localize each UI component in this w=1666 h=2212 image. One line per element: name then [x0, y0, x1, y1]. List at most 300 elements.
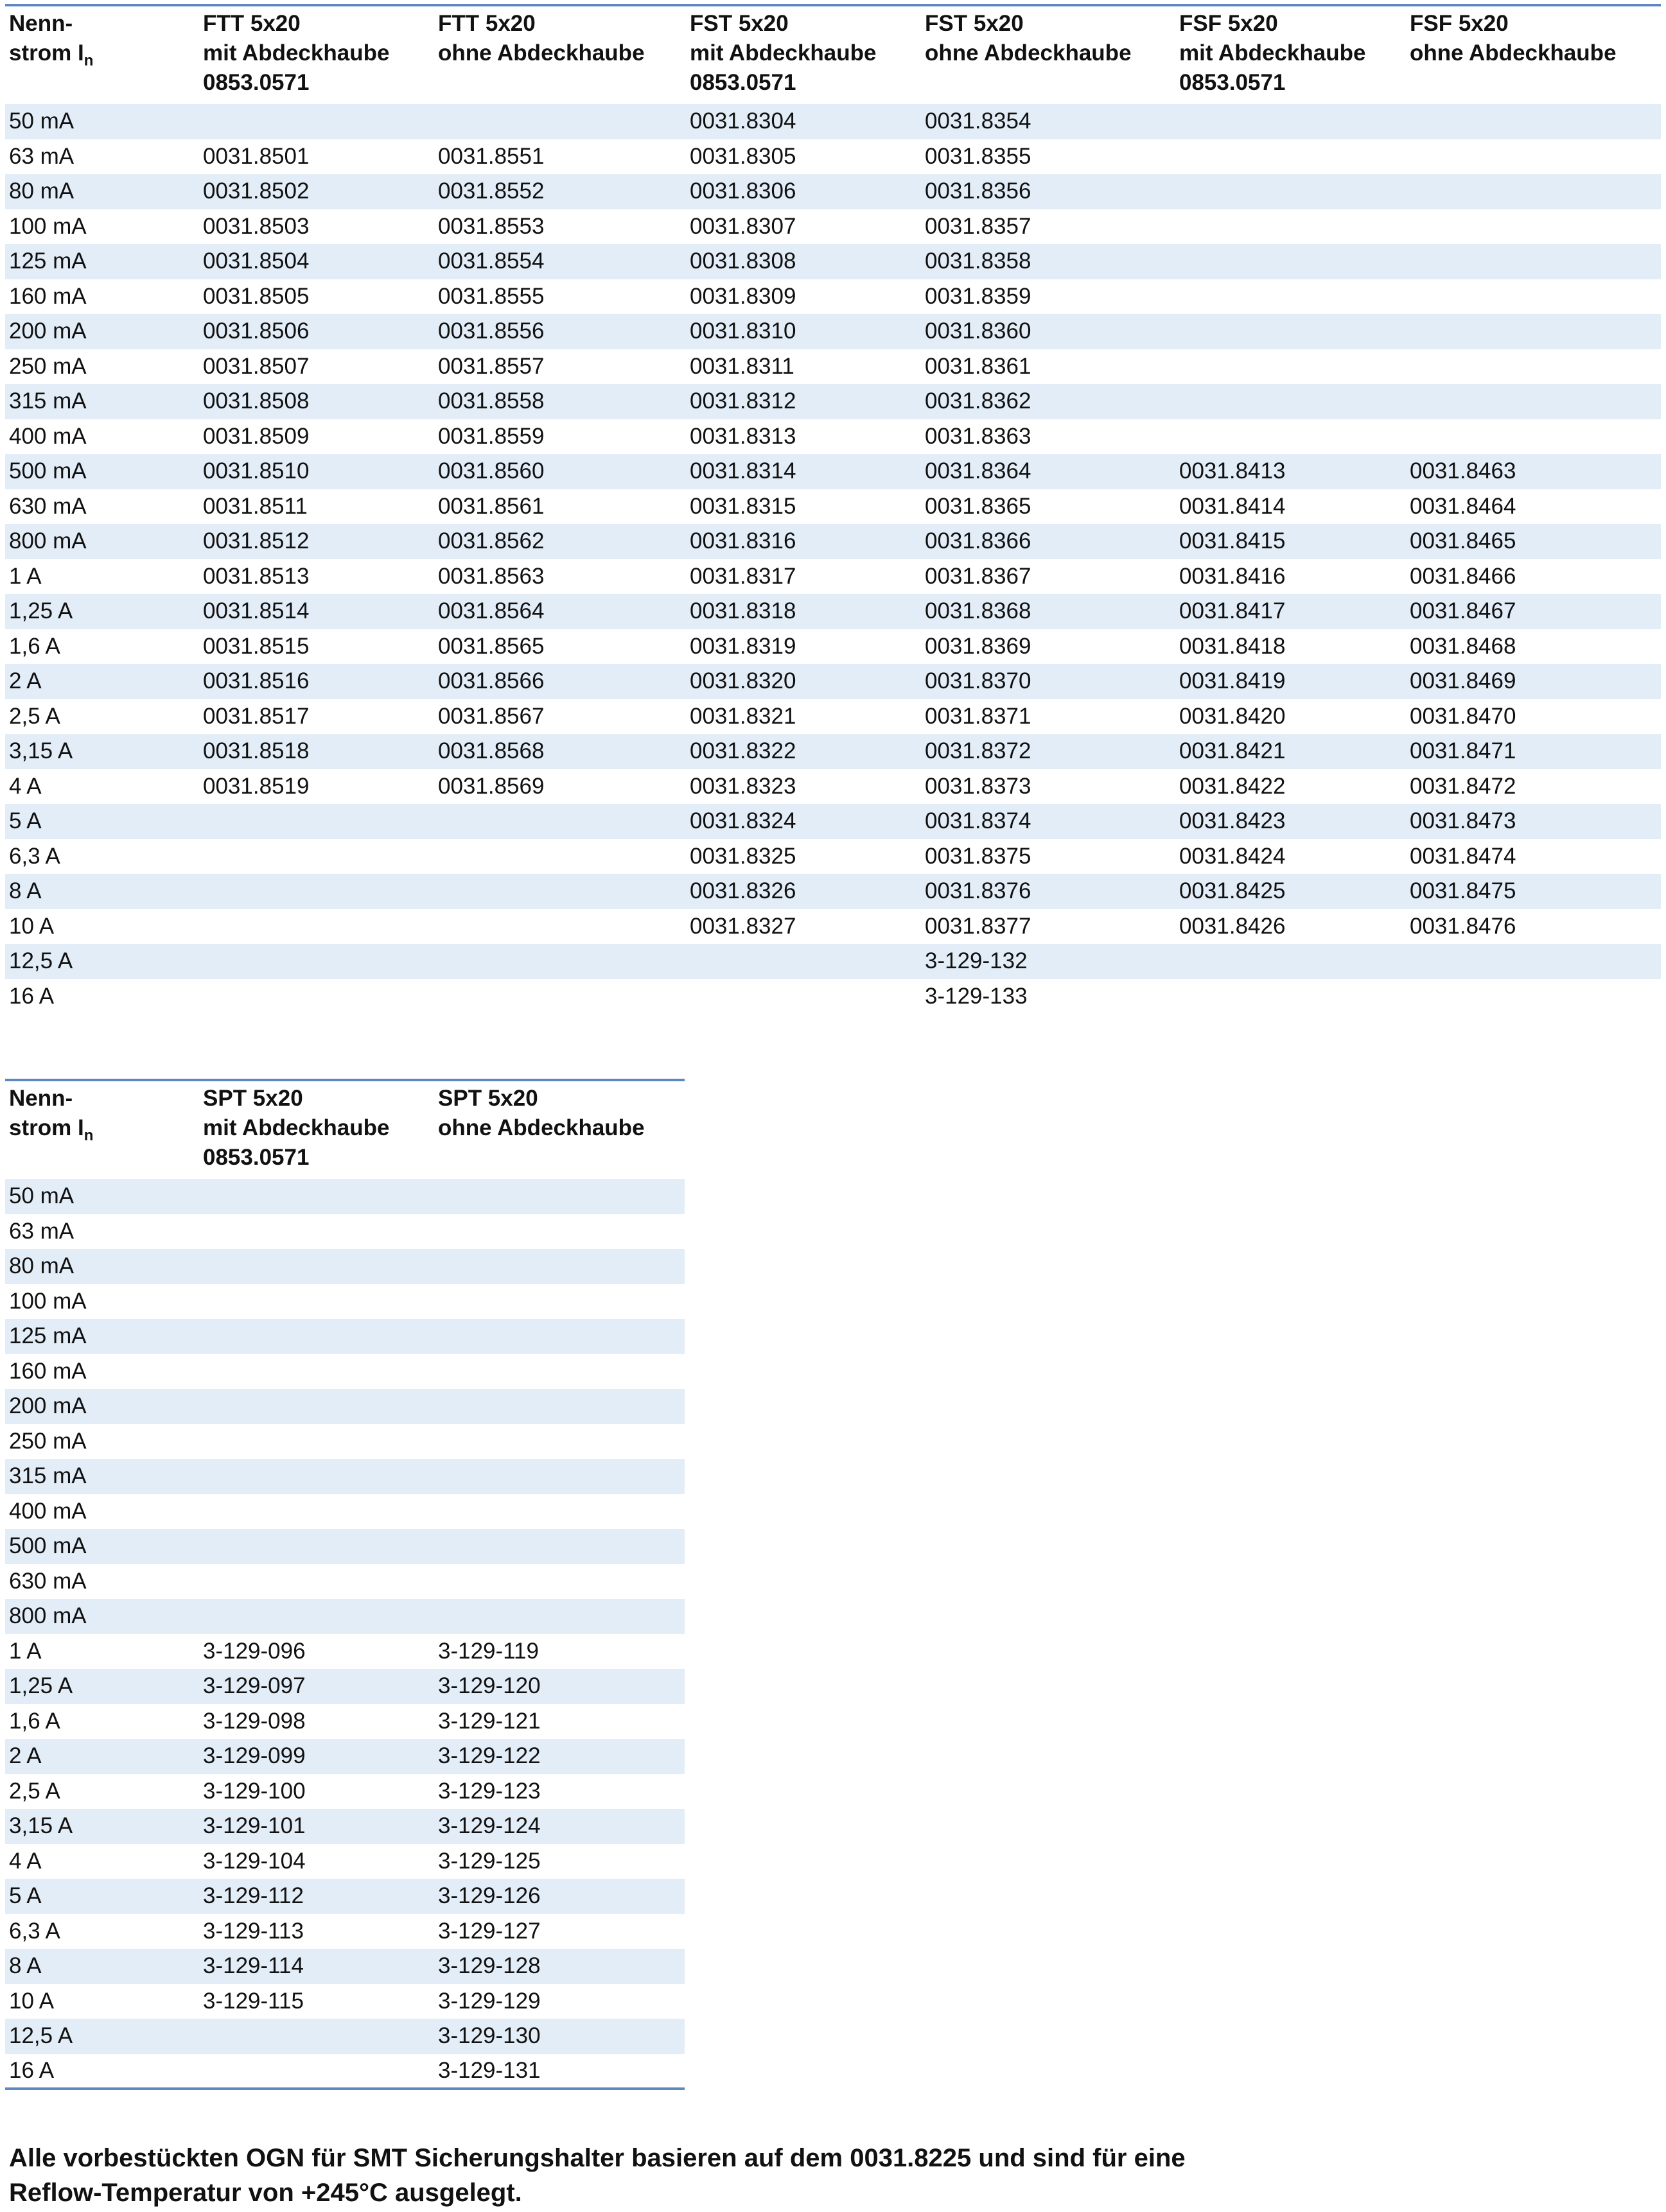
- part-number-cell: [434, 979, 686, 1015]
- rated-current-cell: 5 A: [5, 1879, 199, 1914]
- part-number-cell: [199, 874, 434, 909]
- part-number-cell: 0031.8371: [925, 703, 1031, 729]
- part-number-cell: [1406, 279, 1661, 315]
- part-number-cell: 0031.8357: [925, 213, 1031, 239]
- rated-current-cell: 800 mA: [5, 1599, 199, 1634]
- part-number-cell: 3-129-112: [199, 1879, 434, 1914]
- part-number-cell: 0031.8565: [438, 633, 545, 659]
- part-number-cell: 3-129-101: [199, 1809, 434, 1844]
- part-number-cell: 3-129-125: [438, 1848, 541, 1874]
- part-number-cell: 3-129-099: [199, 1739, 434, 1774]
- part-number-cell: 0031.8424: [1179, 843, 1286, 869]
- part-number-cell: 0031.8426: [1179, 913, 1286, 939]
- part-number-cell: 0031.8515: [203, 633, 310, 659]
- header-line: Nenn-: [9, 1086, 73, 1111]
- part-number-cell: 0031.8463: [1406, 454, 1661, 489]
- fuse-holder-table-spt: [5, 1079, 685, 2090]
- table-row: [5, 1249, 685, 1284]
- table-row: [5, 944, 1661, 979]
- table-row: [5, 419, 1661, 455]
- rated-current-cell: 3,15 A: [5, 1809, 199, 1844]
- rated-current-cell: 10 A: [9, 1988, 55, 2014]
- part-number-cell: [1175, 139, 1406, 175]
- part-number-cell: 3-129-098: [203, 1708, 306, 1734]
- part-number-cell: 0031.8423: [1175, 804, 1406, 839]
- part-number-cell: 0031.8373: [925, 773, 1031, 799]
- part-number-cell: 3-129-122: [434, 1739, 685, 1774]
- part-number-cell: 0031.8517: [203, 703, 310, 729]
- part-number-cell: [199, 1354, 434, 1389]
- table-row: [5, 349, 1661, 385]
- part-number-cell: 0031.8422: [1179, 773, 1286, 799]
- part-number-cell: [199, 1494, 434, 1529]
- header-line: FSF 5x20: [1179, 11, 1278, 36]
- table-row: [5, 1214, 685, 1250]
- part-number-cell: 0031.8516: [199, 664, 434, 699]
- header-line: FST 5x20: [690, 11, 789, 36]
- rated-current-cell: 2 A: [5, 664, 199, 699]
- part-number-cell: [434, 804, 686, 839]
- part-number-cell: 0031.8326: [686, 874, 921, 909]
- table-header: [5, 1080, 685, 1179]
- rated-current-cell: 400 mA: [9, 423, 87, 449]
- part-number-cell: [434, 1284, 685, 1319]
- part-number-cell: [434, 1459, 685, 1494]
- header-text: strom I: [9, 40, 84, 65]
- table-row: [5, 489, 1661, 525]
- part-number-cell: 0031.8314: [686, 454, 921, 489]
- column-header: [199, 5, 434, 104]
- rated-current-cell: 630 mA: [9, 1568, 87, 1594]
- table-row: [5, 769, 1661, 805]
- part-number-cell: [1406, 314, 1661, 349]
- table-row: [5, 174, 1661, 209]
- part-number-cell: [1406, 209, 1661, 245]
- header-line: ohne Abdeckhaube: [1410, 40, 1617, 65]
- part-number-cell: 3-129-132: [921, 944, 1175, 979]
- table-header: [5, 5, 1661, 104]
- table-row: [5, 1599, 685, 1634]
- table-row: [5, 524, 1661, 559]
- part-number-cell: [1175, 314, 1406, 349]
- part-number-cell: 3-129-096: [203, 1638, 306, 1664]
- part-number-cell: 0031.8319: [690, 633, 796, 659]
- table-row: [5, 559, 1661, 595]
- part-number-cell: [1406, 944, 1661, 979]
- part-number-cell: [1406, 349, 1661, 385]
- table-row: [5, 734, 1661, 769]
- header-line: mit Abdeckhaube: [203, 1115, 390, 1140]
- part-number-cell: 0031.8476: [1410, 913, 1516, 939]
- part-number-cell: 0031.8358: [921, 244, 1175, 279]
- rated-current-cell: 1,6 A: [9, 1708, 60, 1734]
- part-number-cell: [1406, 979, 1661, 1015]
- header-line: FST 5x20: [925, 11, 1024, 36]
- part-number-cell: 0031.8365: [925, 493, 1031, 519]
- header-line: SPT 5x20: [438, 1086, 538, 1111]
- table-row: [5, 1319, 685, 1354]
- part-number-cell: 0031.8414: [1179, 493, 1286, 519]
- part-number-cell: 0031.8512: [199, 524, 434, 559]
- part-number-cell: 0031.8360: [921, 314, 1175, 349]
- header-nennstrom: [5, 1080, 199, 1179]
- part-number-cell: [199, 839, 434, 875]
- part-number-cell: 3-129-119: [438, 1638, 539, 1664]
- part-number-cell: 0031.8304: [686, 104, 921, 139]
- table-row: [5, 2019, 685, 2054]
- part-number-cell: 0031.8310: [686, 314, 921, 349]
- table-row: [5, 629, 1661, 665]
- table-row: [5, 209, 1661, 245]
- rated-current-cell: 160 mA: [9, 1358, 87, 1384]
- part-number-cell: 0031.8514: [199, 594, 434, 629]
- part-number-cell: 3-129-113: [203, 1918, 304, 1944]
- table-row: [5, 139, 1661, 175]
- part-number-cell: 0031.8418: [1179, 633, 1286, 659]
- part-number-cell: 0031.8466: [1410, 563, 1516, 589]
- part-number-cell: [1175, 174, 1406, 209]
- rated-current-cell: 16 A: [9, 2057, 55, 2083]
- table-row: [5, 804, 1661, 839]
- table-row: [5, 1179, 685, 1214]
- part-number-cell: 3-129-131: [438, 2057, 541, 2083]
- header-line: mit Abdeckhaube: [1179, 40, 1366, 65]
- header-row: [5, 5, 1661, 104]
- part-number-cell: 0031.8320: [686, 664, 921, 699]
- part-number-cell: [434, 1564, 685, 1599]
- part-number-cell: 0031.8467: [1406, 594, 1661, 629]
- part-number-cell: 0031.8556: [434, 314, 686, 349]
- part-number-cell: 3-129-126: [434, 1879, 685, 1914]
- table-row: [5, 1354, 685, 1389]
- rated-current-cell: 80 mA: [5, 174, 199, 209]
- part-number-cell: 0031.8470: [1410, 703, 1516, 729]
- header-line: mit Abdeckhaube: [690, 40, 877, 65]
- header-row: [5, 1080, 685, 1179]
- part-number-cell: [434, 909, 686, 945]
- part-number-cell: 0031.8355: [925, 143, 1031, 169]
- table-row: [5, 279, 1661, 315]
- part-number-cell: 0031.8509: [203, 423, 310, 449]
- part-number-cell: [1406, 104, 1661, 139]
- column-header: [686, 5, 921, 104]
- header-line: 0853.0571: [690, 70, 796, 95]
- table-row: [5, 1914, 685, 1949]
- table-row: [5, 699, 1661, 735]
- part-number-cell: [199, 1214, 434, 1250]
- rated-current-cell: 500 mA: [5, 454, 199, 489]
- part-number-cell: 0031.8308: [686, 244, 921, 279]
- header-line: ohne Abdeckhaube: [438, 1115, 645, 1140]
- part-number-cell: [1406, 419, 1661, 455]
- part-number-cell: [1406, 384, 1661, 419]
- part-number-cell: 0031.8566: [434, 664, 686, 699]
- part-number-cell: 0031.8553: [438, 213, 545, 239]
- part-number-cell: [1175, 244, 1406, 279]
- part-number-cell: [434, 874, 686, 909]
- part-number-cell: 3-129-124: [434, 1809, 685, 1844]
- table-row: [5, 1774, 685, 1809]
- table-row: [5, 594, 1661, 629]
- rated-current-cell: 12,5 A: [5, 2019, 199, 2054]
- part-number-cell: [1175, 384, 1406, 419]
- part-number-cell: 0031.8323: [690, 773, 796, 799]
- part-number-cell: 0031.8376: [921, 874, 1175, 909]
- table-row: [5, 664, 1661, 699]
- part-number-cell: 0031.8507: [203, 353, 310, 379]
- part-number-cell: [434, 1179, 685, 1214]
- rated-current-cell: 1,25 A: [5, 594, 199, 629]
- rated-current-cell: 125 mA: [5, 1319, 199, 1354]
- table-row: [5, 1879, 685, 1914]
- table-row: [5, 244, 1661, 279]
- part-number-cell: 0031.8473: [1406, 804, 1661, 839]
- rated-current-cell: 2,5 A: [9, 703, 60, 729]
- part-number-cell: 0031.8324: [686, 804, 921, 839]
- rated-current-cell: 100 mA: [9, 213, 87, 239]
- rated-current-cell: 80 mA: [5, 1249, 199, 1284]
- column-header: [1406, 5, 1661, 104]
- part-number-cell: 0031.8367: [925, 563, 1031, 589]
- part-number-cell: [434, 1354, 685, 1389]
- part-number-cell: 0031.8510: [199, 454, 434, 489]
- rated-current-cell: 1,6 A: [9, 633, 60, 659]
- part-number-cell: 3-129-104: [203, 1848, 306, 1874]
- part-number-cell: [434, 104, 686, 139]
- rated-current-cell: 800 mA: [5, 524, 199, 559]
- rated-current-cell: 10 A: [9, 913, 55, 939]
- header-line: ohne Abdeckhaube: [925, 40, 1132, 65]
- part-number-cell: 0031.8508: [199, 384, 434, 419]
- column-header: [434, 5, 686, 104]
- part-number-cell: 0031.8554: [434, 244, 686, 279]
- header-line: ohne Abdeckhaube: [438, 40, 645, 65]
- part-number-cell: 0031.8311: [690, 353, 794, 379]
- part-number-cell: [199, 979, 434, 1015]
- table-row: [5, 454, 1661, 489]
- table-row: [5, 1459, 685, 1494]
- part-number-cell: 0031.8363: [925, 423, 1031, 449]
- part-number-cell: [1175, 349, 1406, 385]
- rated-current-cell: 100 mA: [9, 1288, 87, 1314]
- part-number-cell: [434, 1529, 685, 1564]
- part-number-cell: 0031.8419: [1175, 664, 1406, 699]
- part-number-cell: [199, 1319, 434, 1354]
- part-number-cell: 0031.8327: [690, 913, 796, 939]
- rated-current-cell: 2,5 A: [9, 1778, 60, 1804]
- part-number-cell: 3-129-115: [203, 1988, 304, 2014]
- part-number-cell: 0031.8322: [686, 734, 921, 769]
- part-number-cell: [199, 2019, 434, 2054]
- rated-current-cell: 315 mA: [5, 1459, 199, 1494]
- table-body: [5, 1179, 685, 2089]
- part-number-cell: 3-129-097: [199, 1669, 434, 1704]
- part-number-cell: 3-129-114: [199, 1949, 434, 1984]
- rated-current-cell: 250 mA: [9, 353, 87, 379]
- rated-current-cell: 3,15 A: [5, 734, 199, 769]
- part-number-cell: [1406, 139, 1661, 175]
- part-number-cell: 0031.8374: [921, 804, 1175, 839]
- part-number-cell: 0031.8306: [686, 174, 921, 209]
- table-row: [5, 314, 1661, 349]
- table-row: [5, 1529, 685, 1564]
- table-row: [5, 1739, 685, 1774]
- table-row: [5, 1844, 685, 1879]
- part-number-cell: 0031.8559: [438, 423, 545, 449]
- rated-current-cell: 12,5 A: [5, 944, 199, 979]
- header-nennstrom: [5, 5, 199, 104]
- column-header: [434, 1080, 685, 1179]
- table-row: [5, 909, 1661, 945]
- part-number-cell: 0031.8421: [1175, 734, 1406, 769]
- part-number-cell: [199, 1564, 434, 1599]
- part-number-cell: 0031.8475: [1406, 874, 1661, 909]
- rated-current-cell: 1,25 A: [5, 1669, 199, 1704]
- table-row: [5, 1949, 685, 1984]
- header-line: 0853.0571: [203, 1145, 310, 1170]
- rated-current-cell: 500 mA: [5, 1529, 199, 1564]
- part-number-cell: [434, 1494, 685, 1529]
- part-number-cell: 0031.8561: [438, 493, 545, 519]
- part-number-cell: 0031.8377: [925, 913, 1031, 939]
- part-number-cell: [199, 1599, 434, 1634]
- part-number-cell: 0031.8366: [921, 524, 1175, 559]
- part-number-cell: 3-129-123: [438, 1778, 541, 1804]
- part-number-cell: [434, 1599, 685, 1634]
- rated-current-cell: 4 A: [9, 773, 42, 799]
- header-subscript: n: [83, 52, 94, 69]
- rated-current-cell: 630 mA: [9, 493, 87, 519]
- part-number-cell: [434, 839, 686, 875]
- part-number-cell: 0031.8359: [925, 283, 1031, 309]
- rated-current-cell: 400 mA: [9, 1498, 87, 1524]
- header-line: [9, 1113, 199, 1151]
- footnote-line: Alle vorbestückten OGN für SMT Sicherungshalter basieren auf dem 0031.8225 und sind für eine: [9, 2144, 1186, 2172]
- table-row: [5, 1809, 685, 1844]
- header-line: FSF 5x20: [1410, 11, 1509, 36]
- part-number-cell: 0031.8307: [690, 213, 796, 239]
- part-number-cell: [1175, 104, 1406, 139]
- part-number-cell: 0031.8501: [203, 143, 310, 169]
- part-number-cell: [1406, 244, 1661, 279]
- rated-current-cell: 1 A: [9, 563, 42, 589]
- header-line: FTT 5x20: [438, 11, 536, 36]
- table-row: [5, 1634, 685, 1669]
- rated-current-cell: 250 mA: [9, 1428, 87, 1454]
- table-row: [5, 1494, 685, 1529]
- part-number-cell: 0031.8313: [690, 423, 796, 449]
- part-number-cell: [434, 1389, 685, 1424]
- part-number-cell: 0031.8471: [1406, 734, 1661, 769]
- part-number-cell: [199, 104, 434, 139]
- rated-current-cell: 6,3 A: [9, 843, 60, 869]
- part-number-cell: [199, 1529, 434, 1564]
- part-number-cell: [199, 1249, 434, 1284]
- rated-current-cell: 125 mA: [5, 244, 199, 279]
- part-number-cell: [434, 1319, 685, 1354]
- part-number-cell: [686, 944, 921, 979]
- rated-current-cell: 315 mA: [5, 384, 199, 419]
- rated-current-cell: 2 A: [5, 1739, 199, 1774]
- fuse-holder-table-main: [5, 4, 1661, 1014]
- part-number-cell: [1175, 944, 1406, 979]
- table-row: [5, 2054, 685, 2089]
- part-number-cell: 0031.8362: [921, 384, 1175, 419]
- part-number-cell: [199, 1179, 434, 1214]
- part-number-cell: 0031.8503: [203, 213, 310, 239]
- part-number-cell: [1175, 419, 1406, 455]
- part-number-cell: [199, 944, 434, 979]
- column-header: [1175, 5, 1406, 104]
- part-number-cell: 0031.8551: [438, 143, 545, 169]
- part-number-cell: 0031.8315: [690, 493, 796, 519]
- part-number-cell: 0031.8312: [686, 384, 921, 419]
- part-number-cell: 0031.8513: [203, 563, 310, 589]
- part-number-cell: [199, 909, 434, 945]
- part-number-cell: 0031.8425: [1175, 874, 1406, 909]
- part-number-cell: 3-129-128: [434, 1949, 685, 1984]
- part-number-cell: 0031.8506: [199, 314, 434, 349]
- header-line: [9, 39, 199, 76]
- part-number-cell: 0031.8354: [921, 104, 1175, 139]
- rated-current-cell: 6,3 A: [9, 1918, 60, 1944]
- header-line: mit Abdeckhaube: [203, 40, 390, 65]
- part-number-cell: 0031.8511: [203, 493, 308, 519]
- part-number-cell: 0031.8552: [434, 174, 686, 209]
- part-number-cell: [1406, 174, 1661, 209]
- part-number-cell: 3-129-133: [925, 983, 1028, 1009]
- footnote-line: Reflow-Temperatur von +245°C ausgelegt.: [9, 2179, 522, 2207]
- part-number-cell: 0031.8309: [690, 283, 796, 309]
- rated-current-cell: 5 A: [5, 804, 199, 839]
- table-row: [5, 1424, 685, 1459]
- part-number-cell: 0031.8372: [921, 734, 1175, 769]
- header-line: FTT 5x20: [203, 11, 301, 36]
- part-number-cell: 3-129-130: [434, 2019, 685, 2054]
- part-number-cell: 0031.8369: [925, 633, 1031, 659]
- header-line: 0853.0571: [1179, 70, 1286, 95]
- rated-current-cell: 4 A: [9, 1848, 42, 1874]
- rated-current-cell: 160 mA: [9, 283, 87, 309]
- rated-current-cell: 200 mA: [5, 314, 199, 349]
- part-number-cell: [199, 1459, 434, 1494]
- part-number-cell: [1175, 209, 1406, 245]
- part-number-cell: 0031.8564: [434, 594, 686, 629]
- part-number-cell: 0031.8316: [686, 524, 921, 559]
- rated-current-cell: 50 mA: [5, 104, 199, 139]
- part-number-cell: 0031.8505: [203, 283, 310, 309]
- table-row: [5, 1284, 685, 1319]
- part-number-cell: 0031.8502: [199, 174, 434, 209]
- part-number-cell: [434, 1424, 685, 1459]
- column-header: [921, 5, 1175, 104]
- part-number-cell: [1175, 979, 1406, 1015]
- part-number-cell: 3-129-121: [438, 1708, 541, 1734]
- part-number-cell: 0031.8305: [690, 143, 796, 169]
- part-number-cell: [434, 1249, 685, 1284]
- rated-current-cell: 63 mA: [9, 1218, 75, 1244]
- part-number-cell: 0031.8568: [434, 734, 686, 769]
- part-number-cell: 0031.8364: [921, 454, 1175, 489]
- part-number-cell: 0031.8518: [199, 734, 434, 769]
- part-number-cell: [199, 2054, 434, 2089]
- part-number-cell: 3-129-100: [203, 1778, 306, 1804]
- header-line: Nenn-: [9, 11, 73, 36]
- part-number-cell: 0031.8469: [1406, 664, 1661, 699]
- part-number-cell: 3-129-127: [438, 1918, 541, 1944]
- rated-current-cell: 200 mA: [5, 1389, 199, 1424]
- part-number-cell: [199, 1284, 434, 1319]
